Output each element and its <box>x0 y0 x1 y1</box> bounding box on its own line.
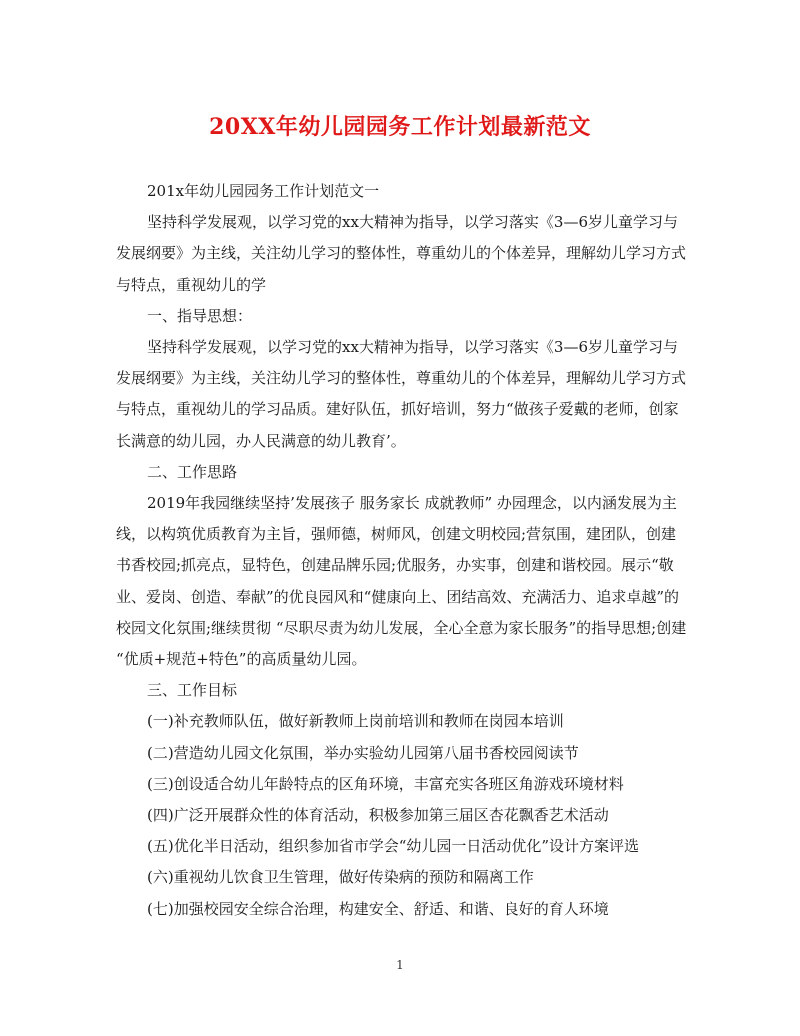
subtitle: 201x年幼儿园园务工作计划范文一 <box>147 182 380 200</box>
goal-item: (二)营造幼儿园文化氛围，举办实验幼儿园第八届书香校园阅读节 <box>147 743 579 762</box>
goal-item: (六)重视幼儿饮食卫生管理，做好传染病的预防和隔离工作 <box>147 868 534 887</box>
section-heading-2: 二、工作思路 <box>147 462 238 481</box>
goal-item: (四)广泛开展群众性的体育活动，积极参加第三届区杏花飘香艺术活动 <box>147 806 609 825</box>
section-heading-3: 三、工作目标 <box>147 681 238 700</box>
section-paragraph-2: 2019年我园继续坚持’发展孩子 服务家长 成就教师” 办园理念，以内涵发展为主线，以构筑优质教育为主旨，强师德，树师风，创建文明校园;营氛围，建团队，创建书香校园;抓亮点，显特色，创建品牌乐园;优服务，办实事，创建和谐校园。展示“敬业、爱岗、创造、奉献”的优良园风和“健康向上、团结高效、充满活力、追求卓越”的校园文化氛围;继续贯彻 “尽职尽责为幼儿发展，全心全意为家长服务”的指导思想;创建 “优质+规范+特色”的高质量幼儿园。 <box>116 494 687 669</box>
document-title: 20XX年幼儿园园务工作计划最新范文 <box>209 114 591 140</box>
goal-item: (三)创设适合幼儿年龄特点的区角环境，丰富充实各班区角游戏环境材料 <box>147 774 624 793</box>
goal-item: (七)加强校园安全综合治理，构建安全、舒适、和谐、良好的育人环境 <box>147 899 609 918</box>
document-body <box>116 176 688 925</box>
intro-paragraph: 坚持科学发展观，以学习党的xx大精神为指导，以学习落实《3—6岁儿童学习与发展纲要》为主线，关注幼儿学习的整体性，尊重幼儿的个体差异，理解幼儿学习方式与特点，重视幼儿的学 <box>116 213 687 294</box>
goal-item: (一)补充教师队伍，做好新教师上岗前培训和教师在岗园本培训 <box>147 712 564 731</box>
section-heading-1: 一、指导思想： <box>147 306 253 325</box>
goal-item: (五)优化半日活动，组织参加省市学会“幼儿园一日活动优化”设计方案评选 <box>147 837 640 856</box>
section-paragraph-1: 坚持科学发展观，以学习党的xx大精神为指导，以学习落实《3—6岁儿童学习与发展纲要》为主线，关注幼儿学习的整体性，尊重幼儿的个体差异，理解幼儿学习方式与特点，重视幼儿的学习品质。建好队伍，抓好培训，努力“做孩子爱戴的老师，创家长满意的幼儿园，办人民满意的幼儿教育’。 <box>116 338 687 450</box>
page-number: 1 <box>396 958 404 972</box>
